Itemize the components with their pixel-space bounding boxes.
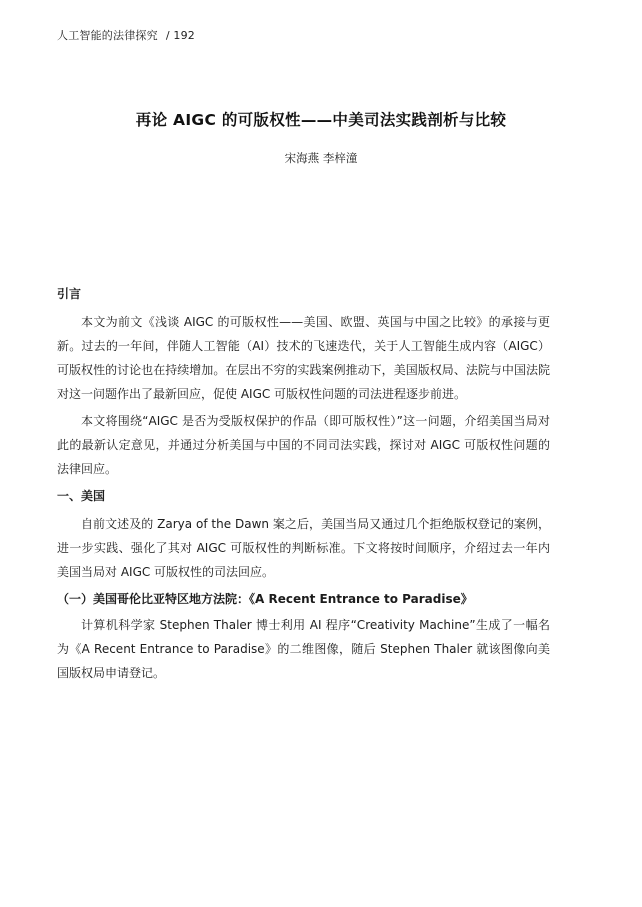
paragraph-case-1: 计算机科学家 Stephen Thaler 博士利用 AI 程序“Creativity Machine”生成了一幅名为《A Recent Entrance to Paradise》的二维图像，随后 Stephen Thaler 就该图像向美国版权局申请登记。 xyxy=(57,618,550,680)
section-heading-us: 一、美国 xyxy=(57,489,106,503)
page-number: / 192 xyxy=(165,29,196,42)
running-head xyxy=(57,27,195,43)
article-body xyxy=(57,282,550,688)
book-title: 人工智能的法律探究 xyxy=(57,29,158,42)
paragraph-us-1: 自前文述及的 Zarya of the Dawn 案之后，美国当局又通过几个拒绝版权登记的案例，进一步实践、强化了其对 AIGC 可版权性的判断标准。下文将按时间顺序，介绍过去一年内美国当局对 AIGC 可版权性的司法回应。 xyxy=(57,517,550,579)
subsection-heading-case-1: （一）美国哥伦比亚特区地方法院：《A Recent Entrance to Paradise》 xyxy=(57,592,473,606)
paragraph-intro-2: 本文将围绕“AIGC 是否为受版权保护的作品（即可版权性）”这一问题，介绍美国当局对此的最新认定意见，并通过分析美国与中国的不同司法实践，探讨对 AIGC 可版权性问题的法律回应。 xyxy=(57,414,550,476)
paragraph-intro-1: 本文为前文《浅谈 AIGC 的可版权性——美国、欧盟、英国与中国之比较》的承接与更新。过去的一年间，伴随人工智能（AI）技术的飞速迭代，关于人工智能生成内容（AIGC）可版权性的讨论也在持续增加。在层出不穷的实践案例推动下，美国版权局、法院与中国法院对这一问题作出了最新回应，促使 AIGC 可版权性问题的司法进程逐步前进。 xyxy=(57,315,550,401)
article-authors: 宋海燕 李梓潼 xyxy=(284,151,358,165)
section-heading-intro: 引言 xyxy=(57,287,82,301)
article-title: 再论 AIGC 的可版权性——中美司法实践剖析与比较 xyxy=(135,111,507,129)
